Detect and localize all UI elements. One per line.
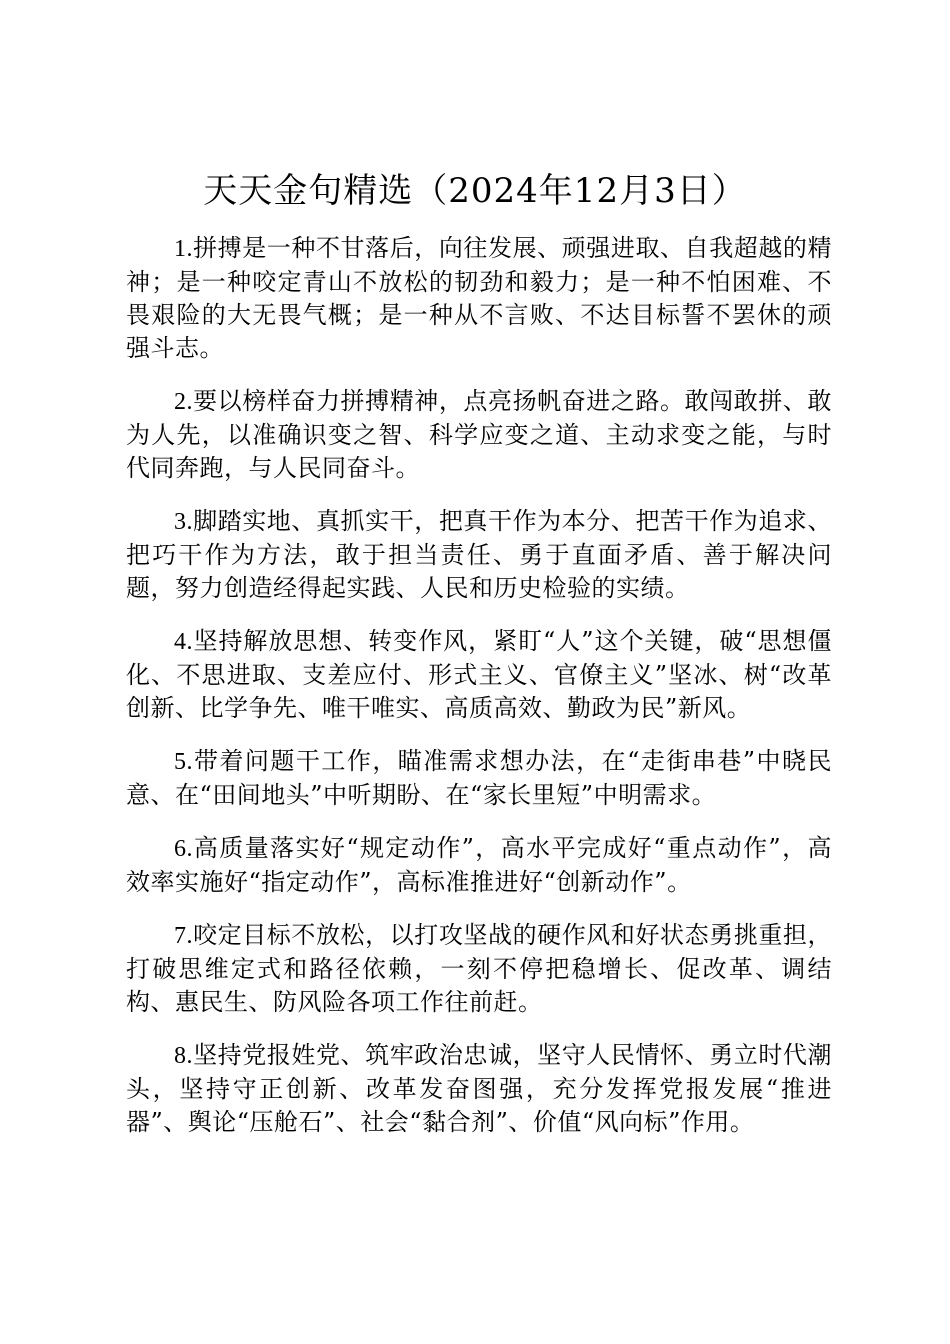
quote-number: 6. [174, 836, 193, 862]
quote-text: 咬定目标不放松，以打攻坚战的硬作风和好状态勇挑重担，打破思维定式和路径依赖，一刻不停把稳增长、促改革、调结构、惠民生、防风险各项工作往前赶。 [126, 921, 832, 1016]
quote-text: 带着问题干工作，瞄准需求想办法，在“走街串巷”中晓民意、在“田间地头”中听期盼、在“家长里短”中明需求。 [126, 747, 832, 809]
quote-number: 8. [174, 1043, 193, 1069]
quote-number: 1. [174, 236, 193, 262]
quote-item [126, 505, 832, 605]
quote-text: 高质量落实好“规定动作”，高水平完成好“重点动作”，高效率实施好“指定动作”，高标准推进好“创新动作”。 [126, 834, 832, 896]
quote-number: 7. [174, 923, 193, 949]
quote-item [126, 919, 832, 1019]
page-title-text: 天天金句精选（2024年12月3日） [203, 171, 747, 211]
quote-number: 3. [174, 509, 193, 535]
quote-number: 5. [174, 749, 193, 775]
quote-number: 4. [174, 629, 193, 655]
quote-text: 拼搏是一种不甘落后，向往发展、顽强进取、自我超越的精神；是一种咬定青山不放松的韧劲和毅力；是一种不怕困难、不畏艰险的大无畏气概；是一种从不言败、不达目标誓不罢休的顽强斗志。 [126, 234, 832, 362]
quote-item [126, 832, 832, 899]
quote-item [126, 385, 832, 485]
quote-list [126, 232, 832, 1159]
quote-item [126, 1039, 832, 1139]
quote-number: 2. [174, 389, 193, 415]
quote-text: 脚踏实地、真抓实干，把真干作为本分、把苦干作为追求、把巧干作为方法，敢于担当责任、勇于直面矛盾、善于解决问题，努力创造经得起实践、人民和历史检验的实绩。 [126, 507, 832, 602]
quote-item [126, 625, 832, 725]
quote-item [126, 232, 832, 365]
quote-item [126, 745, 832, 812]
quote-text: 要以榜样奋力拼搏精神，点亮扬帆奋进之路。敢闯敢拼、敢为人先，以准确识变之智、科学应变之道、主动求变之能，与时代同奔跑，与人民同奋斗。 [126, 387, 832, 482]
quote-text: 坚持党报姓党、筑牢政治忠诚，坚守人民情怀、勇立时代潮头，坚持守正创新、改革发奋图强，充分发挥党报发展“推进器”、舆论“压舱石”、社会“黏合剂”、价值“风向标”作用。 [126, 1041, 832, 1136]
page-title [0, 165, 950, 217]
quote-text: 坚持解放思想、转变作风，紧盯“人”这个关键，破“思想僵化、不思进取、支差应付、形式主义、官僚主义”坚冰、树“改革创新、比学争先、唯干唯实、高质高效、勤政为民”新风。 [126, 627, 832, 722]
